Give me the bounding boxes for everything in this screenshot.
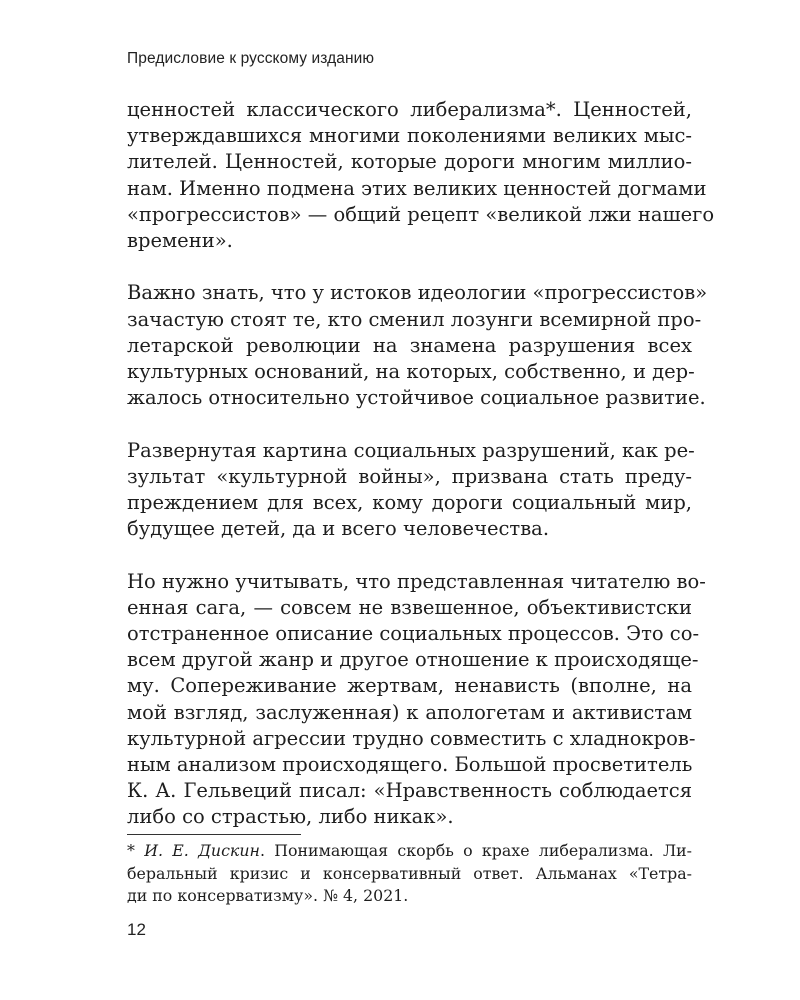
paragraph: [127, 569, 706, 831]
text-line: культурной агрессии трудно совместить с хладнокров-: [127, 726, 696, 750]
text-line: всем другой жанр и другое отношение к происходяще-: [127, 648, 699, 672]
text-line: утверждавшихся многими поколениями великих мыс-: [127, 124, 692, 148]
paragraph: [127, 97, 715, 254]
footnote-divider: [127, 834, 301, 835]
text-line: енная сага, — совсем не взвешенное, объективистски: [127, 595, 692, 619]
page-number: 12: [127, 920, 146, 939]
body-text: [127, 97, 715, 857]
footnote-line: ди по консерватизму». № 4, 2021.: [127, 886, 409, 905]
text-line: ным анализом происходящего. Большой просветитель: [127, 753, 693, 777]
text-line: зачастую стоят те, кто сменил лозунги всемирной про-: [127, 307, 702, 331]
text-line: либо со страстью, либо никак».: [127, 805, 454, 829]
footnote-marker: *: [127, 841, 135, 860]
text-line: Важно знать, что у истоков идеологии «прогрессистов»: [127, 281, 708, 305]
text-line: ценностей классического либерализма*. Ценностей,: [127, 98, 692, 121]
text-line: «прогрессистов» — общий рецепт «великой лжи нашего: [127, 202, 715, 226]
running-head: Предисловие к русскому изданию: [127, 50, 375, 67]
text-line: летарской революции на знамена разрушения всех: [127, 333, 692, 357]
text-line: культурных оснований, на которых, собственно, и дер-: [127, 360, 695, 384]
text-line: лителей. Ценностей, которые дороги многим миллио-: [127, 150, 692, 174]
text-line: будущее детей, да и всего человечества.: [127, 517, 550, 541]
footnote-line: [127, 840, 692, 863]
paragraph: [127, 438, 695, 543]
text-line: жалось относительно устойчивое социальное развитие.: [127, 386, 706, 410]
text-line: отстраненное описание социальных процессов. Это со-: [127, 622, 700, 646]
text-line: времени».: [127, 229, 233, 253]
text-line: зультат «культурной войны», призвана стать преду-: [127, 464, 692, 488]
text-line: мой взгляд, заслуженная) к апологетам и активистам: [127, 700, 692, 724]
footnote: [127, 840, 692, 908]
text-line: нам. Именно подмена этих великих ценностей догмами: [127, 176, 707, 200]
text-line: му. Сопереживание жертвам, ненависть (вполне, на: [127, 674, 692, 698]
text-line: Развернутая картина социальных разрушений, как ре-: [127, 438, 695, 462]
footnote-author: И. Е. Дискин: [144, 841, 260, 860]
footnote-line: беральный кризис и консервативный ответ. Альманах «Тетра-: [127, 863, 692, 883]
footnote-title: . Понимающая скорбь о крахе либерализма. Ли-: [259, 841, 692, 860]
text-line: преждением для всех, кому дороги социальный мир,: [127, 491, 692, 515]
text-line: К. А. Гельвеций писал: «Нравственность соблюдается: [127, 779, 692, 803]
paragraph: [127, 280, 708, 411]
text-line: Но нужно учитывать, что представленная читателю во-: [127, 569, 706, 593]
